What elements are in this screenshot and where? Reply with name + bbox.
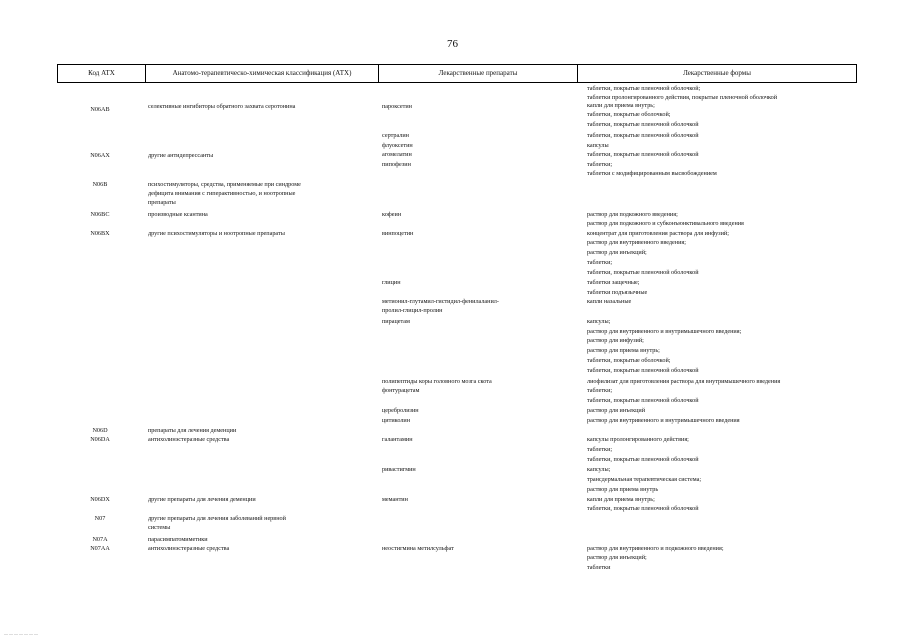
dosage-form: таблетки;: [587, 259, 613, 266]
atc-classification: другие психостимуляторы и ноотропные препараты: [148, 230, 285, 237]
dosage-form: таблетки, покрытые пленочной оболочкой: [587, 120, 699, 128]
atc-code: N06D: [92, 427, 108, 434]
header-atc-classification: Анатомо-терапевтическо-химическая классификация (АТХ): [172, 69, 352, 77]
dosage-form: таблетки, покрытые пленочной оболочкой: [587, 151, 699, 158]
dosage-form: раствор для внутривенного введения;: [587, 239, 686, 246]
dosage-form: капли назальные: [587, 298, 632, 305]
drug-name: сертралин: [382, 132, 409, 139]
dosage-form: трансдермальная терапевтическая система;: [587, 476, 702, 483]
dosage-form: таблетки подъязычные: [587, 289, 648, 296]
dosage-form: раствор для подкожного и субконъюнктивального введения: [587, 220, 744, 227]
drug-name: кофеин: [382, 211, 402, 218]
drug-name: пролил-глицил-пролин: [382, 307, 443, 314]
atc-classification: препараты: [148, 199, 176, 206]
atc-classification: препараты для лечения деменции: [148, 427, 237, 434]
dosage-form: раствор для внутривенного и внутримышечного введения: [587, 417, 740, 424]
atc-code: N07: [94, 515, 106, 522]
dosage-form: раствор для приема внутрь: [587, 486, 659, 493]
drug-name: церебролизин: [382, 407, 419, 414]
atc-classification: селективные ингибиторы обратного захвата серотонина: [148, 103, 296, 110]
atc-classification: психостимуляторы, средства, применяемые при синдроме: [148, 181, 301, 188]
dosage-form: таблетки, покрытые пленочной оболочкой: [587, 269, 699, 276]
dosage-form: лиофилизат для приготовления раствора для внутримышечного введения: [587, 378, 781, 385]
dosage-form: раствор для инфузий;: [587, 337, 644, 344]
dosage-form: таблетки защечные;: [587, 279, 640, 286]
dosage-form: раствор для внутривенного и внутримышечного введения;: [587, 327, 742, 335]
drug-name: агомелатин: [382, 151, 412, 158]
dosage-form: таблетки, покрытые пленочной оболочкой: [587, 397, 699, 404]
dosage-form: таблетки, покрытые оболочкой;: [587, 357, 671, 364]
atc-code: N06B: [92, 181, 108, 188]
atc-code: N06BC: [90, 211, 110, 218]
table-header: [57, 64, 857, 83]
dosage-form: капсулы: [587, 142, 609, 149]
drug-name: полипептиды коры головного мозга скота: [382, 378, 492, 385]
drug-name: винпоцетин: [382, 230, 414, 237]
atc-classification: производные ксантина: [148, 211, 208, 218]
drug-name: пароксетин: [382, 103, 412, 110]
header-atc-code: Код АТХ: [88, 69, 115, 77]
dosage-form: таблетки, покрытые пленочной оболочкой: [587, 132, 699, 139]
dosage-form: таблетки, покрытые пленочной оболочкой: [587, 367, 699, 374]
dosage-form: раствор для внутривенного и подкожного введения;: [587, 545, 724, 552]
drug-name: глицин: [382, 279, 401, 286]
dosage-form: раствор для инъекций;: [587, 249, 647, 256]
drug-name: метионил-глутамил-гистидил-фенилаланил-: [382, 298, 499, 305]
dosage-form: таблетки;: [587, 161, 613, 168]
atc-code: N06AX: [90, 152, 110, 159]
atc-code: N06BX: [90, 230, 110, 237]
atc-classification: другие препараты для лечения деменции: [148, 496, 256, 503]
drug-name: фонтурацетам: [382, 387, 420, 394]
dosage-form: таблетки, покрытые пленочной оболочкой;: [587, 85, 701, 92]
atc-classification: другие антидепрессанты: [148, 152, 214, 159]
drug-name: ривастигмин: [382, 466, 416, 473]
drug-name: цитиколин: [382, 417, 411, 424]
dosage-form: таблетки;: [587, 387, 613, 394]
dosage-form: раствор для инъекций;: [587, 554, 647, 561]
atc-classification: другие препараты для лечения заболеваний нервной: [148, 515, 286, 522]
drug-name: флуоксетин: [382, 142, 413, 149]
drug-name: пипофезин: [382, 161, 411, 168]
atc-classification: антихолинэстеразные средства: [148, 436, 230, 443]
dosage-form: таблетки с модифицированным высвобождением: [587, 170, 717, 177]
atc-code: N06DX: [90, 496, 110, 503]
dosage-form: таблетки пролонгированного действия, покрытые пленочной оболочкой: [587, 93, 778, 101]
dosage-form: таблетки;: [587, 446, 613, 453]
atc-code: N07A: [92, 536, 108, 543]
drug-name: мемантин: [382, 496, 408, 503]
dosage-form: раствор для приема внутрь;: [587, 347, 660, 354]
dosage-form: раствор для подкожного введения;: [587, 211, 678, 218]
atc-code: N07AA: [90, 545, 110, 552]
header-drugs: Лекарственные препараты: [438, 69, 518, 77]
dosage-form: таблетки, покрытые пленочной оболочкой: [587, 456, 699, 463]
dosage-form: таблетки, покрытые пленочной оболочкой: [587, 505, 699, 512]
dosage-form: таблетки, покрытые оболочкой;: [587, 111, 671, 118]
dosage-form: капли для приема внутрь;: [587, 496, 655, 503]
header-dosage-forms: Лекарственные формы: [683, 69, 751, 77]
atc-classification: системы: [148, 524, 171, 531]
atc-code: N06AB: [90, 106, 110, 113]
dosage-form: таблетки: [587, 564, 611, 571]
drug-name: неостигмина метилсульфат: [382, 545, 454, 552]
dosage-form: капсулы;: [587, 466, 611, 473]
dosage-form: капли для приема внутрь;: [587, 102, 655, 109]
atc-code: N06DA: [90, 436, 110, 443]
drug-name: галантамин: [382, 436, 413, 443]
atc-classification: антихолинэстеразные средства: [148, 545, 230, 552]
dosage-form: концентрат для приготовления раствора для инфузий;: [587, 229, 729, 237]
dosage-form: капсулы;: [587, 318, 611, 325]
atc-classification: парасимпатомиметики: [148, 536, 208, 543]
dosage-form: капсулы пролонгированного действия;: [587, 436, 689, 443]
atc-classification: дефицита внимания с гиперактивностью, и ноотропные: [148, 190, 296, 197]
scan-artifact: ———————: [4, 631, 39, 636]
drug-name: пирацетам: [382, 318, 410, 325]
page-number: 76: [447, 38, 458, 50]
dosage-form: раствор для инъекций: [587, 407, 646, 414]
